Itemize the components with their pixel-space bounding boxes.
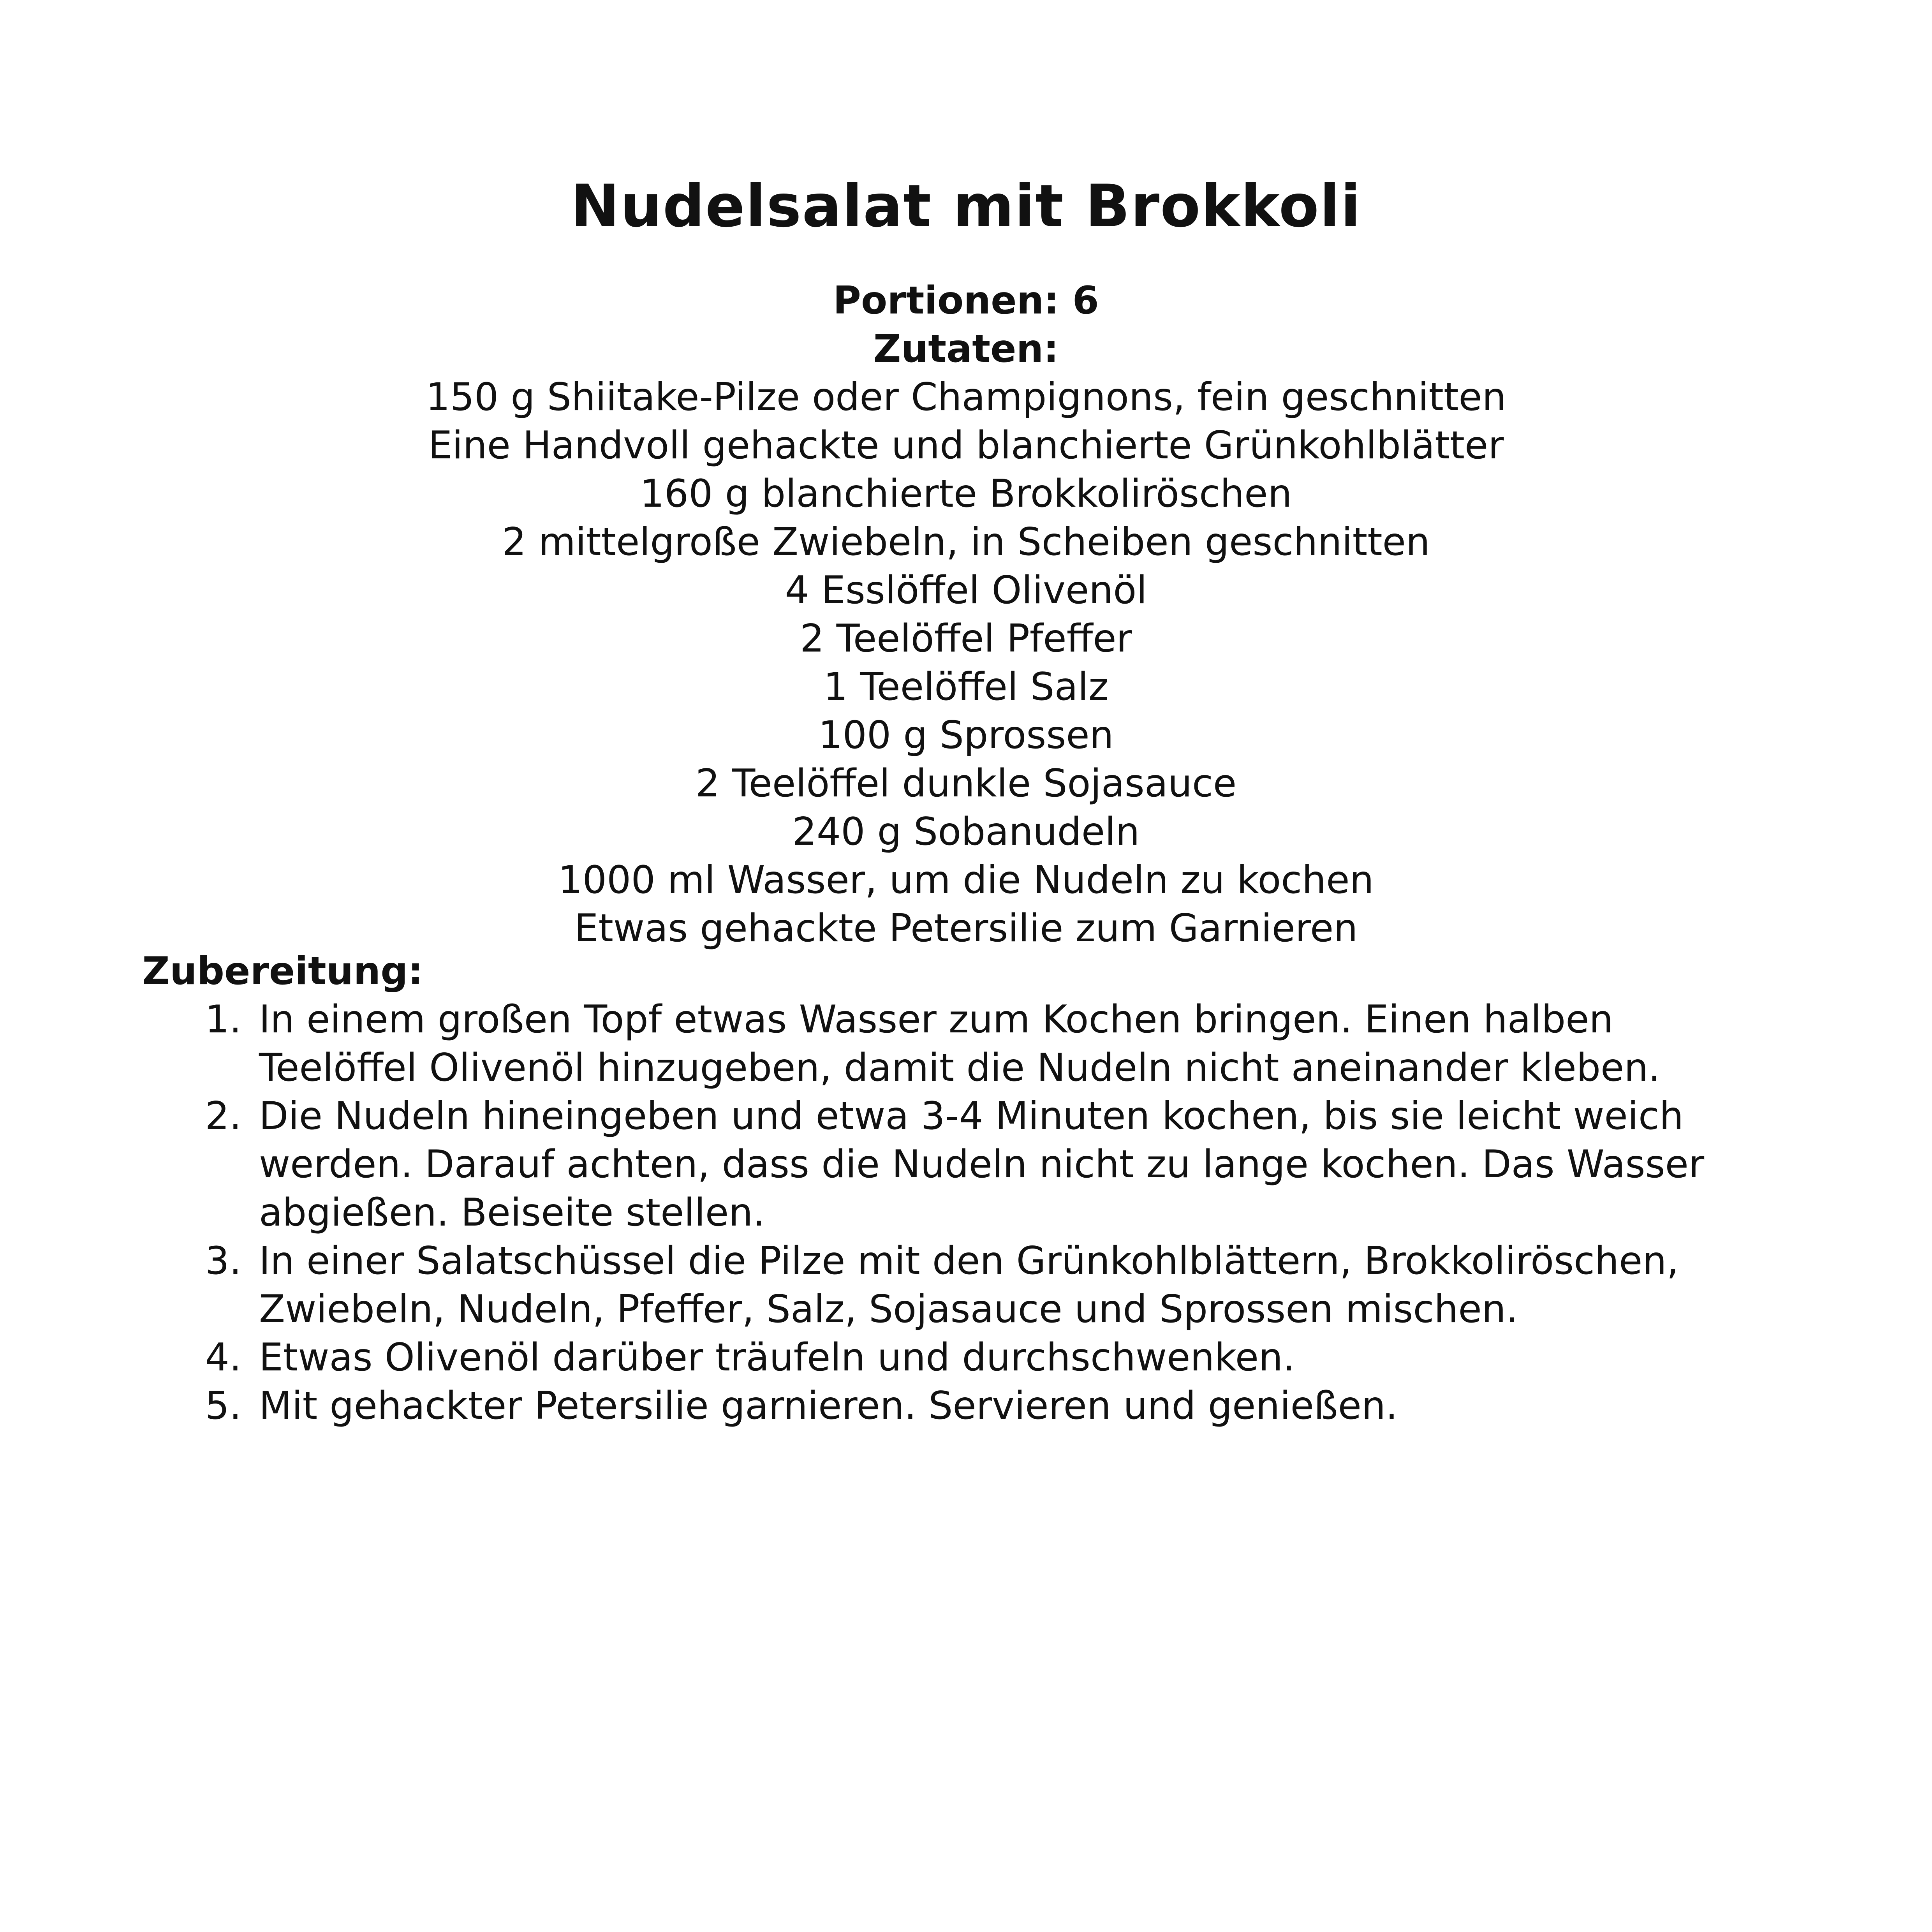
step-item	[199, 995, 1756, 1092]
portions-label: Portionen: 6	[833, 278, 1099, 323]
step-text-line: abgießen. Beiseite stellen.	[259, 1191, 765, 1235]
recipe-title: Nudelsalat mit Brokkoli	[571, 173, 1361, 240]
ingredient-item: 160 g blanchierte Brokkoliröschen	[640, 472, 1292, 516]
recipe-header-block	[0, 277, 1932, 953]
step-number: 4.	[205, 1335, 241, 1380]
ingredient-item: Etwas gehackte Petersilie zum Garnieren	[574, 906, 1358, 951]
step-text-line: werden. Darauf achten, dass die Nudeln nicht zu lange kochen. Das Wasser	[259, 1142, 1705, 1187]
ingredient-item: 2 mittelgroße Zwiebeln, in Scheiben geschnitten	[502, 520, 1430, 564]
ingredient-item: 100 g Sprossen	[818, 713, 1114, 757]
ingredient-item: 1 Teelöffel Salz	[823, 665, 1109, 709]
step-item	[199, 1333, 1756, 1382]
step-item	[199, 1382, 1756, 1430]
ingredient-item: 2 Teelöffel Pfeffer	[800, 616, 1132, 661]
step-text-line: Mit gehackter Petersilie garnieren. Servieren und genießen.	[259, 1384, 1398, 1428]
ingredient-item: 150 g Shiitake-Pilze oder Champignons, fein geschnitten	[426, 375, 1506, 419]
step-text-line: Die Nudeln hineingeben und etwa 3-4 Minuten kochen, bis sie leicht weich	[259, 1094, 1684, 1138]
step-number: 3.	[205, 1239, 241, 1283]
ingredient-item: 1000 ml Wasser, um die Nudeln zu kochen	[558, 858, 1374, 902]
ingredient-item: 2 Teelöffel dunkle Sojasauce	[695, 761, 1237, 806]
ingredients-heading: Zutaten:	[873, 327, 1059, 371]
ingredient-item: 240 g Sobanudeln	[792, 810, 1140, 854]
step-number: 5.	[205, 1384, 241, 1428]
step-text-line: In einer Salatschüssel die Pilze mit den Grünkohlblättern, Brokkoliröschen,	[259, 1239, 1679, 1283]
step-item	[199, 1092, 1756, 1237]
step-text-line: Teelöffel Olivenöl hinzugeben, damit die Nudeln nicht aneinander kleben.	[259, 1046, 1661, 1090]
step-text-line: Etwas Olivenöl darüber träufeln und durchschwenken.	[259, 1335, 1295, 1380]
step-number: 1.	[205, 997, 241, 1042]
ingredient-item: Eine Handvoll gehackte und blanchierte Grünkohlblätter	[428, 423, 1504, 468]
step-text-line: Zwiebeln, Nudeln, Pfeffer, Salz, Sojasauce und Sprossen mischen.	[259, 1287, 1518, 1331]
step-text-line: In einem großen Topf etwas Wasser zum Kochen bringen. Einen halben	[259, 997, 1613, 1042]
step-number: 2.	[205, 1094, 241, 1138]
step-item	[199, 1237, 1756, 1333]
preparation-heading: Zubereitung:	[142, 949, 423, 993]
ingredients-list	[0, 373, 1932, 953]
preparation-steps	[199, 995, 1756, 1430]
ingredient-item: 4 Esslöffel Olivenöl	[785, 568, 1147, 613]
